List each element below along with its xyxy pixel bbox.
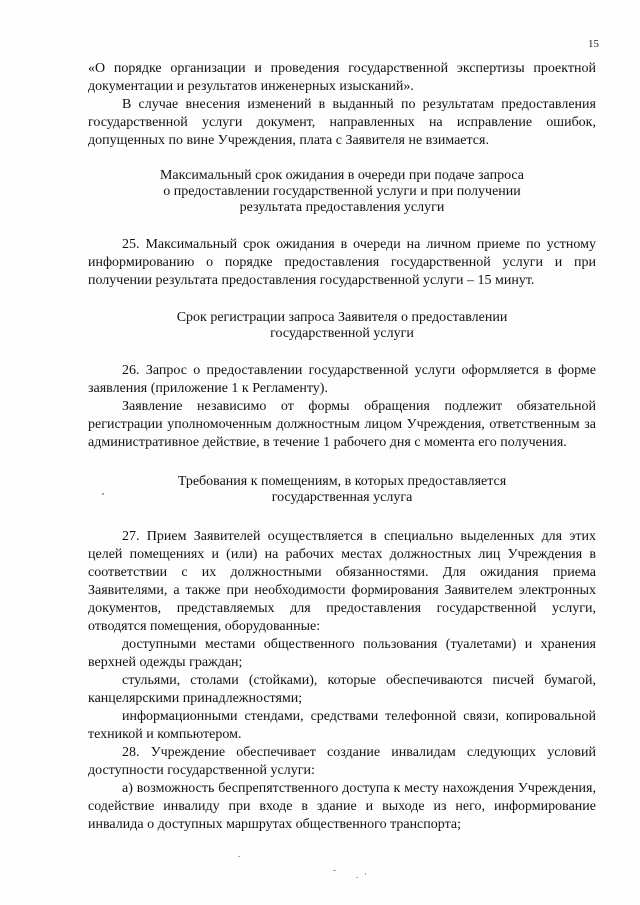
scan-speck [333, 870, 336, 871]
scan-speck [238, 856, 240, 857]
scan-speck [365, 873, 366, 875]
scan-speck [356, 877, 358, 878]
paragraph-26: 26. Запрос о предоставлении государственной услуги оформляется в форме заявления (приложение 1 к Регламенту). [88, 363, 596, 396]
intro-paragraph: В случае внесения изменений в выданный по результатам предоставления государственной услуги документ, направленных на исправление ошибок, допущенных по вине Учреждения, плата с Заявителя не взимается. [88, 97, 596, 148]
paragraph-25: 25. Максимальный срок ожидания в очереди на личном приеме по устному информированию о порядке предоставления государственной услуги и при получении результата предоставления государственной услуги – 15 минут. [88, 237, 596, 288]
paragraph-27-item: информационными стендами, средствами телефонной связи, копировальной техникой и компьютером. [88, 709, 596, 742]
heading-line: государственной услуги [270, 326, 414, 341]
paragraph-27-item: стульями, столами (стойками), которые обеспечиваются писчей бумагой, канцелярскими принадлежностями; [88, 673, 596, 706]
document-body [88, 60, 596, 834]
paragraph-26-registration: Заявление независимо от формы обращения подлежит обязательной регистрации уполномоченным должностным лицом Учреждения, ответственным за административное действие, в течение 1 рабочего дня с момента его получения. [88, 399, 596, 450]
heading-line: Максимальный срок ожидания в очереди при подаче запроса [159, 168, 525, 183]
section-heading-premises [132, 474, 552, 506]
paragraph-27: 27. Прием Заявителей осуществляется в специально выделенных для этих целей помещениях и (или) на рабочих местах должностных лиц Учреждения в соответствии с их должностными обязанностями. Для ожидания приема Заявителями, а также при необходимости формирования Заявителем электронных документов, представляемых для предоставления государственной услуги, отводятся помещения, оборудованные: [88, 529, 596, 634]
paragraph-28-item: а) возможность беспрепятственного доступа к месту нахождения Учреждения, содействие инвалиду при входе в здание и выходе из него, информирование инвалида о доступных маршрутах общественного транспорта; [88, 781, 596, 832]
heading-line: результата предоставления услуги [239, 200, 445, 215]
paragraph-28: 28. Учреждение обеспечивает создание инвалидам следующих условий доступности государственной услуги: [88, 745, 596, 778]
paragraph-27-item: доступными местами общественного пользования (туалетами) и хранения верхней одежды граждан; [88, 637, 596, 670]
heading-line: Срок регистрации запроса Заявителя о предоставлении [176, 310, 508, 325]
scan-speck [102, 493, 104, 495]
heading-line: Требования к помещениям, в которых предоставляется [177, 474, 507, 489]
section-heading-registration [132, 310, 552, 342]
page-number: 15 [588, 38, 599, 50]
heading-line: о предоставлении государственной услуги и при получении [163, 184, 521, 199]
heading-line: государственная услуга [271, 490, 413, 505]
intro-continuation: «О порядке организации и проведения государственной экспертизы проектной документации и результатов инженерных изысканий». [88, 61, 596, 94]
section-heading-queue-time [137, 168, 547, 216]
